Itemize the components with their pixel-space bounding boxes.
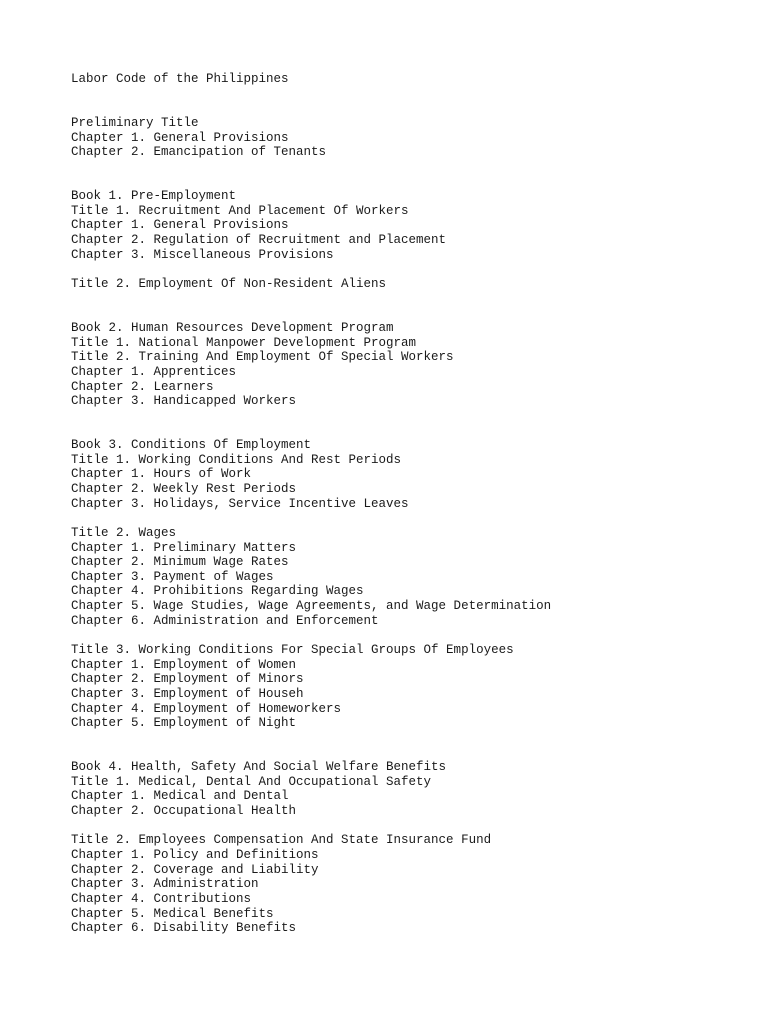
chapter-entry: Chapter 4. Contributions — [71, 891, 252, 906]
section-spacer — [71, 819, 751, 834]
chapter-entry: Chapter 2. Minimum Wage Rates — [71, 555, 289, 570]
section-spacer — [71, 628, 751, 643]
section-spacer — [71, 292, 751, 321]
section-spacer — [71, 160, 751, 189]
title-heading: Title 1. National Manpower Development Program — [71, 335, 417, 350]
toc-section — [71, 833, 751, 935]
section-spacer — [71, 731, 751, 760]
toc-section — [71, 438, 751, 511]
chapter-entry: Chapter 2. Coverage and Liability — [71, 862, 319, 877]
title-heading: Preliminary Title — [71, 115, 199, 130]
chapter-entry: Chapter 1. Apprentices — [71, 364, 237, 379]
title-heading: Title 2. Employment Of Non-Resident Aliens — [71, 277, 387, 291]
toc-section — [71, 526, 751, 628]
title-heading: Title 1. Medical, Dental And Occupational Safety — [71, 774, 432, 789]
toc-section — [71, 116, 751, 160]
book-heading: Book 3. Conditions Of Employment — [71, 438, 312, 453]
toc-section — [71, 189, 751, 262]
chapter-entry: Chapter 3. Payment of Wages — [71, 569, 274, 584]
section-spacer — [71, 262, 751, 277]
chapter-entry: Chapter 2. Employment of Minors — [71, 672, 304, 687]
chapter-entry: Chapter 1. Employment of Women — [71, 657, 297, 672]
chapter-entry: Chapter 5. Medical Benefits — [71, 906, 274, 921]
book-heading: Book 1. Pre-Employment — [71, 189, 237, 204]
table-of-contents — [71, 87, 751, 936]
book-heading: Book 2. Human Resources Development Program — [71, 320, 394, 335]
chapter-entry: Chapter 1. Policy and Definitions — [71, 848, 319, 863]
chapter-entry: Chapter 2. Learners — [71, 379, 214, 394]
toc-section — [71, 321, 751, 409]
title-heading: Title 1. Working Conditions And Rest Periods — [71, 452, 402, 467]
chapter-entry: Chapter 6. Administration and Enforcement — [71, 613, 379, 628]
title-heading: Title 2. Employees Compensation And State Insurance Fund — [71, 833, 492, 848]
section-spacer — [71, 87, 751, 116]
chapter-entry: Chapter 3. Administration — [71, 877, 259, 892]
section-spacer — [71, 409, 751, 438]
document-title: Labor Code of the Philippines — [71, 72, 289, 86]
chapter-entry: Chapter 1. Medical and Dental — [71, 789, 289, 804]
chapter-entry: Chapter 1. Hours of Work — [71, 467, 252, 482]
toc-section — [71, 643, 751, 731]
chapter-entry: Chapter 5. Wage Studies, Wage Agreements, and Wage Determination — [71, 599, 552, 614]
chapter-entry: Chapter 1. Preliminary Matters — [71, 540, 297, 555]
chapter-entry: Chapter 6. Disability Benefits — [71, 921, 297, 936]
toc-section — [71, 277, 751, 292]
title-heading: Title 2. Wages — [71, 525, 177, 540]
chapter-entry: Chapter 3. Holidays, Service Incentive Leaves — [71, 496, 409, 511]
chapter-entry: Chapter 3. Handicapped Workers — [71, 394, 297, 409]
title-heading: Title 2. Training And Employment Of Special Workers — [71, 350, 454, 365]
chapter-entry: Chapter 3. Miscellaneous Provisions — [71, 247, 334, 262]
title-heading: Title 3. Working Conditions For Special Groups Of Employees — [71, 643, 514, 658]
section-spacer — [71, 511, 751, 526]
title-heading: Title 1. Recruitment And Placement Of Workers — [71, 203, 409, 218]
chapter-entry: Chapter 2. Emancipation of Tenants — [71, 145, 327, 160]
chapter-entry: Chapter 5. Employment of Night — [71, 716, 297, 731]
chapter-entry: Chapter 4. Prohibitions Regarding Wages — [71, 584, 364, 599]
chapter-entry: Chapter 2. Occupational Health — [71, 804, 297, 819]
chapter-entry: Chapter 1. General Provisions — [71, 130, 289, 145]
toc-section — [71, 760, 751, 819]
chapter-entry: Chapter 2. Regulation of Recruitment and Placement — [71, 233, 447, 248]
chapter-entry: Chapter 2. Weekly Rest Periods — [71, 482, 297, 496]
book-heading: Book 4. Health, Safety And Social Welfare Benefits — [71, 760, 447, 775]
chapter-entry: Chapter 1. General Provisions — [71, 218, 289, 233]
document-body — [71, 72, 751, 936]
chapter-entry: Chapter 4. Employment of Homeworkers — [71, 701, 342, 716]
chapter-entry: Chapter 3. Employment of Househ — [71, 686, 304, 701]
